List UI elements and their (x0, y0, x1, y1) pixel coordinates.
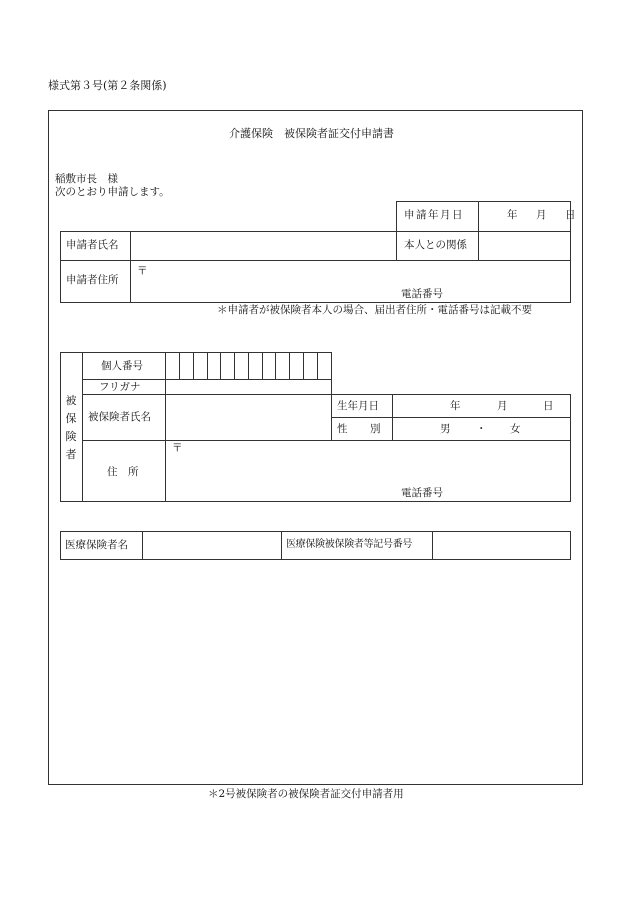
insured-name-label: 被保険者氏名 (88, 411, 151, 423)
sex-male-option[interactable]: 男 (440, 423, 451, 435)
sex-separator: ・ (476, 423, 487, 435)
applicant-name-field[interactable] (131, 232, 395, 259)
birth-day: 日 (543, 400, 554, 412)
applicant-postal-mark: 〒 (137, 265, 148, 277)
insurer-name-field[interactable] (143, 532, 280, 558)
birth-date-field[interactable] (393, 395, 569, 416)
insured-postal-mark: 〒 (172, 442, 183, 454)
insured-name-field[interactable] (166, 395, 330, 439)
individual-number-label: 個人番号 (101, 360, 143, 372)
insured-side-label: 被 保 険 者 (65, 394, 77, 461)
applicant-note: ＊申請者が被保険者本人の場合、届出者住所・電話番号は記載不要 (217, 304, 532, 316)
birth-year: 年 (450, 400, 461, 412)
insured-address-field[interactable] (166, 441, 569, 500)
relation-label: 本人との関係 (404, 239, 467, 251)
birth-date-label: 生年月日 (337, 400, 379, 412)
application-date-value[interactable]: 年 月 日 (507, 209, 580, 221)
furigana-label: フリガナ (99, 381, 141, 393)
form-title: 介護保険 被保険者証交付申請書 (229, 127, 394, 140)
applicant-address-label: 申請者住所 (66, 274, 119, 286)
insurer-name-label: 医療保険者名 (65, 539, 128, 551)
insured-phone-label: 電話番号 (401, 487, 443, 499)
insurance-symbol-label: 医療保険被保険者等記号番号 (286, 539, 413, 550)
relation-field[interactable] (479, 232, 569, 259)
insured-address-label: 住 所 (107, 466, 139, 478)
application-date-label: 申請年月日 (404, 209, 464, 221)
individual-number-field[interactable] (166, 353, 330, 378)
applicant-phone-label: 電話番号 (401, 288, 443, 300)
furigana-field[interactable] (166, 380, 330, 393)
addressee: 稲敷市長 様 (55, 173, 118, 185)
footer-note: ＊2号被保険者の被保険者証交付申請者用 (208, 788, 404, 800)
form-number: 様式第３号(第２条関係) (48, 79, 167, 92)
insurance-symbol-field[interactable] (433, 532, 569, 558)
sex-female-option[interactable]: 女 (510, 423, 521, 435)
applicant-name-label: 申請者氏名 (66, 239, 119, 251)
applicant-address-field[interactable] (131, 261, 569, 301)
intro-text: 次のとおり申請します。 (55, 186, 170, 198)
birth-month: 月 (497, 400, 508, 412)
sex-label: 性 別 (337, 423, 387, 435)
